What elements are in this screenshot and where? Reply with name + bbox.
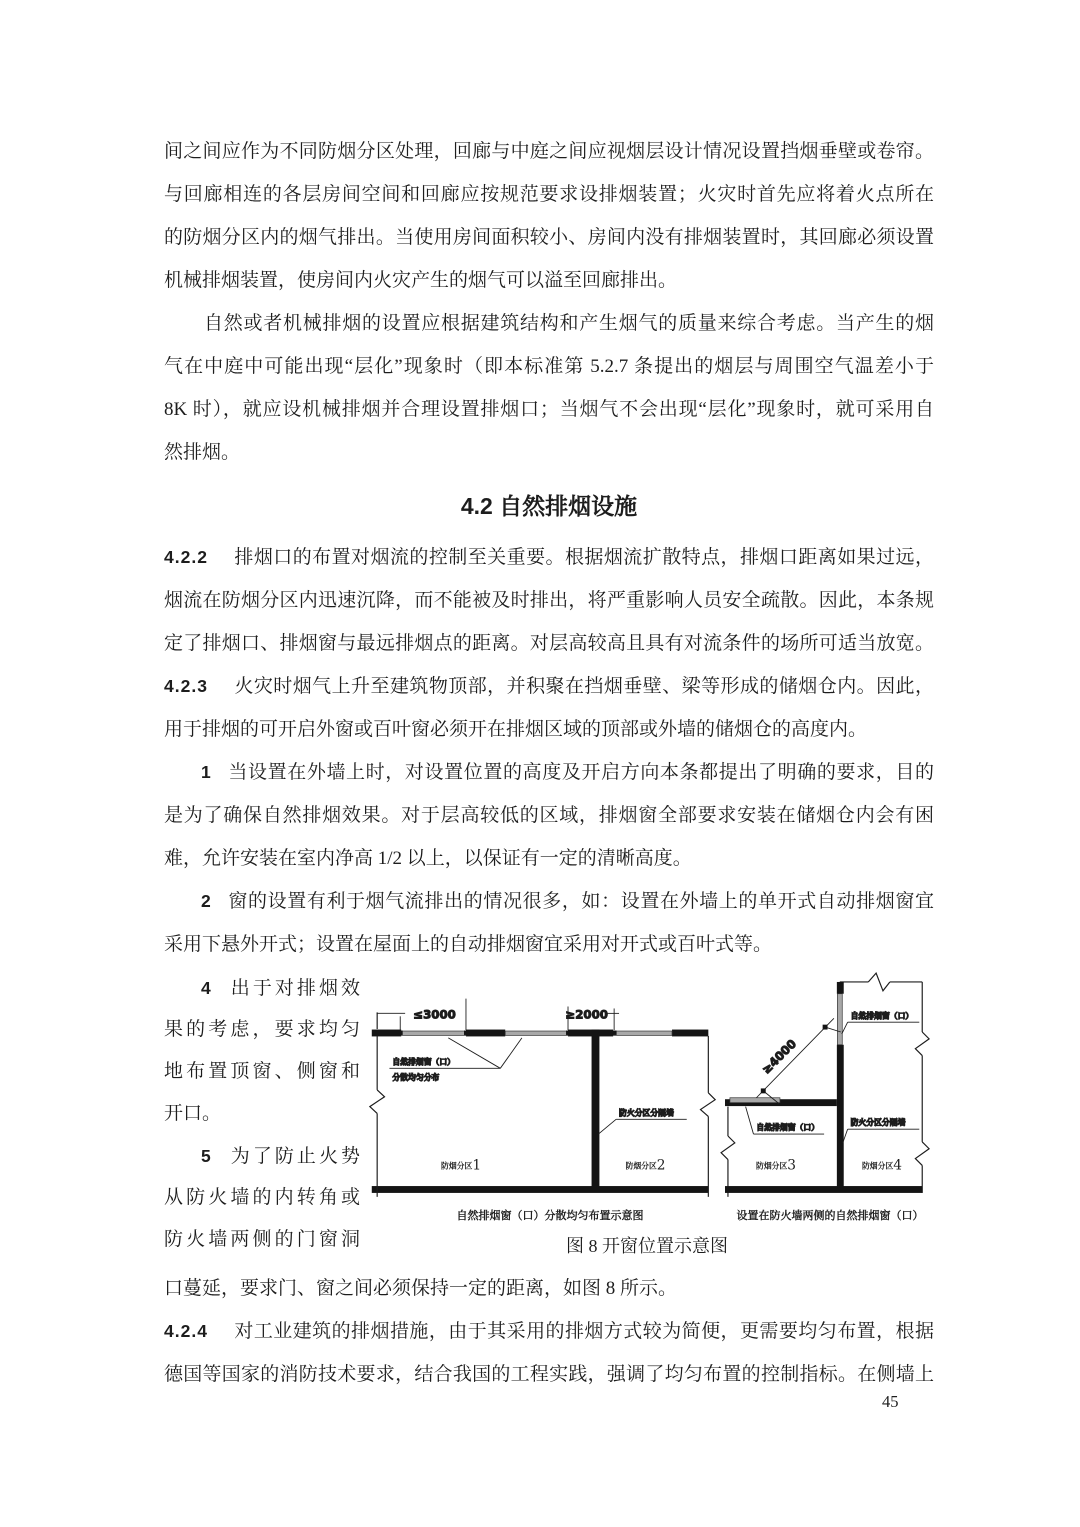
firewall-label-leader [598,1119,686,1134]
figure-8-drawing [360,967,934,1202]
item-text: 出于对排烟效 [227,978,360,999]
text-line: 从防火墙的内转角或 [164,1187,360,1208]
clause-text: 排烟口的布置对烟流的控制至关重要。根据烟流扩散特点，排烟口距离如果过远， [233,547,934,568]
text-line [164,880,934,923]
text-line: 气在中庭中可能出现“层化”现象时（即本标准第 5.2.7 条提出的烟层与周围空气温差小于 [164,356,934,377]
break-mark [700,1093,715,1117]
clause-4-2-2 [164,536,934,665]
firewall-label-leader [843,1129,920,1143]
item-text: 当设置在外墙上时，对设置位置的高度及开启方向本条都提出了明确的要求，目的 [227,762,934,783]
zone-1-label: 防烟分区1 [441,1157,482,1174]
vent-top-label: 自然排烟窗（口） [850,1011,914,1021]
text-line: 德国等国家的消防技术要求，结合我国的工程实践，强调了均匀布置的控制指标。在侧墙上 [164,1364,934,1385]
right-sub-caption: 设置在防火墙两侧的自然排烟窗（口） [736,1210,924,1222]
break-mark [370,1090,385,1114]
item-number: 5 [201,1146,211,1166]
text-line: 开口。 [164,1103,222,1124]
text-line: 难，允许安装在室内净高 1/2 以上，以保证有一定的清晰高度。 [164,848,692,869]
paragraph-intro [164,130,934,302]
clause-text: 火灾时烟气上升至建筑物顶部，并积聚在挡烟垂壁、梁等形成的储烟仓内。因此， [233,676,934,697]
text-line [164,1135,360,1177]
text-line: 与回廊相连的各层房间空间和回廊应按规范要求设排烟装置；火灾时首先应将着火点所在 [164,184,934,205]
left-sub-caption: 自然排烟窗（口）分散均匀布置示意图 [456,1210,644,1222]
section-heading: 4.2 自然排烟设施 [460,493,638,519]
dim-4000-label: ≥4000 [759,1036,800,1077]
fire-partition-wall [837,1045,844,1187]
text-column [164,130,934,1396]
wrapped-text-column [164,967,360,1267]
clause-number: 4.2.2 [164,547,208,567]
figure-row [164,967,934,1267]
clause-text: 对工业建筑的排烟措施，由于其采用的排烟方式较为简便，更需要均匀布置，根据 [233,1321,934,1342]
figure-8 [360,967,934,1267]
page-number: 45 [882,1392,899,1411]
break-mark [915,1142,929,1166]
text-line: 果的考虑，要求均匀 [164,1019,360,1040]
vent-side-label: 自然排烟窗（口） [756,1123,820,1133]
paragraph-mechanical-vs-natural [164,302,934,474]
zone-3-label: 防烟分区3 [755,1157,797,1174]
clause-number: 4.2.3 [164,676,208,696]
text-line: 自然或者机械排烟的设置应根据建筑结构和产生烟气的质量来综合考虑。当产生的烟 [204,313,934,334]
zone-2-label: 防烟分区2 [625,1157,666,1174]
dim-2000-label: ≥2000 [565,1007,608,1022]
item-2 [164,880,934,966]
item-number: 4 [201,978,211,998]
sub-captions [360,1207,934,1229]
text-line [164,1310,934,1353]
text-line: 口蔓延，要求门、窗之间必须保持一定的距离，如图 8 所示。 [164,1278,678,1299]
clause-4-2-4 [164,1310,934,1396]
clause-4-2-3 [164,665,934,751]
vent-label-line2: 分散均匀分布 [392,1073,440,1083]
firewall-label: 防火分区分隔墙 [619,1108,674,1118]
text-line: 机械排烟装置，使房间内火灾产生的烟气可以溢至回廊排出。 [164,270,678,291]
right-plan [721,973,929,1197]
text-line [164,967,360,1009]
item-text: 窗的设置有利于烟气流排出的情况很多，如：设置在外墙上的单开式自动排烟窗宜 [227,891,934,912]
zone-4-label: 防烟分区4 [861,1157,903,1174]
item-number: 2 [201,891,211,911]
text-line: 间之间应作为不同防烟分区处理，回廊与中庭之间应视烟层设计情况设置挡烟垂壁或卷帘。 [164,141,934,162]
text-line: 是为了确保自然排烟效果。对于层高较低的区域，排烟窗全部要求安装在储烟仓内会有困 [164,805,934,826]
fire-partition-wall [592,1030,600,1191]
vent-top-label-leader [842,1022,920,1034]
dim-3000-label: ≤3000 [413,1007,456,1022]
item-number: 1 [201,762,211,782]
text-line: 用于排烟的可开启外窗或百叶窗必须开在排烟区域的顶部或外墙的储烟仓的高度内。 [164,719,868,740]
text-line: 采用下悬外开式；设置在屋面上的自动排烟窗宜采用对开式或百叶式等。 [164,934,773,955]
vent-strip-vertical [837,994,842,1045]
clause-number: 4.2.4 [164,1321,208,1341]
vent-strips [401,1031,672,1035]
firewall-label: 防火分区分隔墙 [850,1118,906,1128]
vent-label-line1: 自然排烟窗（口） [392,1057,456,1067]
text-line: 8K 时），就应设机械排烟并合理设置排烟口；当烟气不会出现“层化”现象时，就可采用自 [164,399,934,420]
text-line [164,751,934,794]
item-text: 为了防止火势 [227,1146,360,1167]
break-mark [868,973,890,991]
text-line: 地布置顶窗、侧窗和 [164,1061,360,1082]
text-line: 然排烟。 [164,442,241,463]
break-mark [915,1032,929,1056]
item-1 [164,751,934,880]
text-line: 的防烟分区内的烟气排出。当使用房间面积较小、房间内没有排烟装置时，其回廊必须设置 [164,227,934,248]
break-mark [721,1136,735,1160]
figure-caption: 图 8 开窗位置示意图 [566,1236,728,1256]
text-line: 防火墙两侧的门窗洞 [164,1229,360,1250]
text-line [164,665,934,708]
left-plan [370,999,715,1197]
text-line: 定了排烟口、排烟窗与最远排烟点的距离。对层高较高且具有对流条件的场所可适当放宽。 [164,633,934,654]
text-line [164,536,934,579]
text-line: 烟流在防烟分区内迅速沉降，而不能被及时排出，将严重影响人员安全疏散。因此，本条规 [164,590,934,611]
